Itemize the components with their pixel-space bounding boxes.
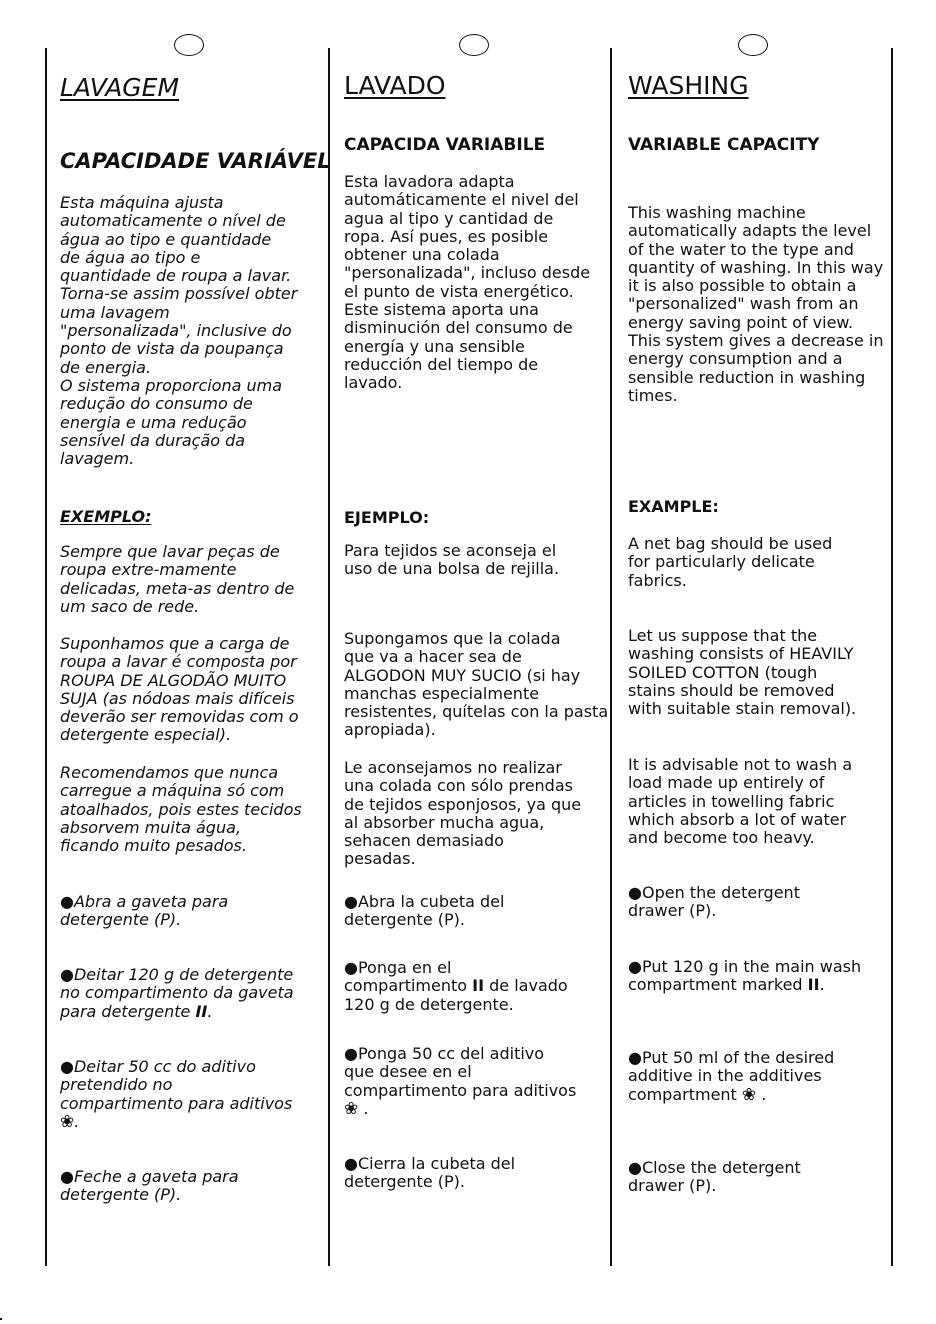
- es-step-additive: [344, 1045, 576, 1118]
- en-title: WASHING: [628, 71, 749, 100]
- en-step-additive: [628, 1049, 834, 1104]
- en-towels-advice: It is advisable not to wash a load made up entirely of articles in towelling fabric which absorb a lot of water and become too heavy.: [628, 755, 853, 848]
- es-intro: Esta lavadora adapta automáticamente el nivel del agua al tipo y cantidad de ropa. Así pues, es posible obtener una colada "personalizada", incluso desde el punto de vista energético. Este sistema aporta una disminución del consumo de energía y una sensible reducción del tiempo de lavado.: [344, 172, 591, 393]
- es-net-bag-note: Para tejidos se aconseja el uso de una bolsa de rejilla.: [344, 541, 560, 579]
- column-rule-middle-left: [328, 48, 330, 1266]
- en-net-bag-note: A net bag should be used for particularly delicate fabrics.: [628, 534, 833, 590]
- es-title: LAVADO: [344, 71, 446, 100]
- language-marker-en: [738, 34, 768, 56]
- en-step-additive-text: Put 50 ml of the desired additive in the additives compartment: [628, 1048, 835, 1104]
- en-load-example: Let us suppose that the washing consists of HEAVILY SOILED COTTON (tough stains should be removed with suitable stain removal).: [628, 626, 857, 719]
- pt-step-detergent-text: Deitar 120 g de detergente no compartimento da gaveta para detergente: [60, 965, 294, 1021]
- pt-main-wash-mark: II: [195, 1001, 208, 1021]
- pt-step-additive-text: Deitar 50 cc do aditivo pretendido no compartimento para aditivos: [60, 1057, 293, 1113]
- flower-icon: ❀: [60, 1111, 75, 1132]
- pt-step-detergent-end: .: [207, 1001, 213, 1021]
- es-example-label: EJEMPLO:: [344, 508, 430, 527]
- pt-net-bag-note: Sempre que lavar peças de roupa extre-mamente delicadas, meta-as dentro de um saco de rede.: [60, 542, 295, 616]
- en-step-additive-end: .: [756, 1084, 767, 1104]
- pt-step-additive-end: .: [74, 1111, 80, 1131]
- language-marker-pt: [174, 34, 204, 56]
- en-main-wash-mark: II: [807, 975, 820, 995]
- en-step-detergent: [628, 958, 861, 995]
- pt-step-additive: [60, 1058, 292, 1131]
- es-step-detergent: [344, 959, 568, 1014]
- es-step-additive-text: Ponga 50 cc del aditivo que desee en el compartimento para aditivos: [344, 1044, 577, 1100]
- es-step-additive-end: .: [358, 1098, 369, 1118]
- column-rule-middle-right: [610, 48, 612, 1266]
- es-main-wash-mark: II: [472, 976, 485, 996]
- en-step-open-drawer: ● Open the detergent drawer (P).: [628, 884, 800, 921]
- page-corner-mark: [0, 1318, 2, 1320]
- language-marker-es: [459, 34, 489, 56]
- column-rule-right: [891, 48, 893, 1266]
- es-step-open-drawer: ● Abra la cubeta del detergente (P).: [344, 893, 504, 930]
- es-step-detergent-end: de lavado 120 g de detergente.: [344, 976, 568, 1014]
- en-intro: This washing machine automatically adapts the level of the water to the type and quantity of washing. In this way it is also possible to obtain a "personalized" wash from an energy saving point of view. This system gives a decrease in energy consumption and a sensible reduction in washing times.: [628, 203, 884, 405]
- pt-load-example: Suponhamos que a carga de roupa a lavar é composta por ROUPA DE ALGODÃO MUITO SUJA (as nódoas mais difíceis deverão ser removidas com o detergente especial).: [60, 634, 299, 745]
- pt-subtitle: CAPACIDADE VARIÁVEL: [60, 149, 331, 173]
- pt-step-detergent: [60, 966, 294, 1021]
- en-example-label: EXAMPLE:: [628, 497, 719, 516]
- es-load-example: Supongamos que la colada que va a hacer sea de ALGODON MUY SUCIO (si hay manchas especialmente resistentes, quítelas con la pasta apropiada).: [344, 629, 609, 740]
- column-rule-left: [45, 48, 47, 1266]
- pt-towels-advice: Recomendamos que nunca carregue a máquina só com atoalhados, pois estes tecidos absorvem muita água, ficando muito pesados.: [60, 763, 302, 856]
- en-step-detergent-text: Put 120 g in the main wash compartment marked: [628, 957, 862, 995]
- pt-title: LAVAGEM: [60, 73, 180, 102]
- es-subtitle: CAPACIDA VARIABILE: [344, 135, 546, 155]
- es-towels-advice: Le aconsejamos no realizar una colada con sólo prendas de tejidos esponjosos, ya que al absorber mucha agua, sehacen demasiado pesadas.: [344, 758, 582, 869]
- pt-example-label: EXEMPLO:: [60, 507, 152, 526]
- es-step-detergent-text: Ponga en el compartimento: [344, 958, 468, 996]
- pt-intro: Esta máquina ajusta automaticamente o nível de água ao tipo e quantidade de água ao tipo e quantidade de roupa a lavar. Torna-se assim possível obter uma lavagem "personalizada", inclusive do ponto de vista da poupança de energia. O sistema proporciona uma redução do consumo de energia e uma redução sensível da duração da lavagem.: [60, 193, 298, 469]
- pt-step-close-drawer: ● Feche a gaveta para detergente (P).: [60, 1168, 239, 1205]
- en-step-detergent-end: .: [819, 975, 825, 995]
- en-step-close-drawer: ● Close the detergent drawer (P).: [628, 1159, 801, 1196]
- en-subtitle: VARIABLE CAPACITY: [628, 135, 820, 155]
- es-step-close-drawer: ● Cierra la cubeta del detergente (P).: [344, 1155, 515, 1192]
- flower-icon: ❀: [344, 1098, 359, 1119]
- pt-step-open-drawer: ● Abra a gaveta para detergente (P).: [60, 893, 228, 930]
- flower-icon: ❀: [741, 1084, 757, 1105]
